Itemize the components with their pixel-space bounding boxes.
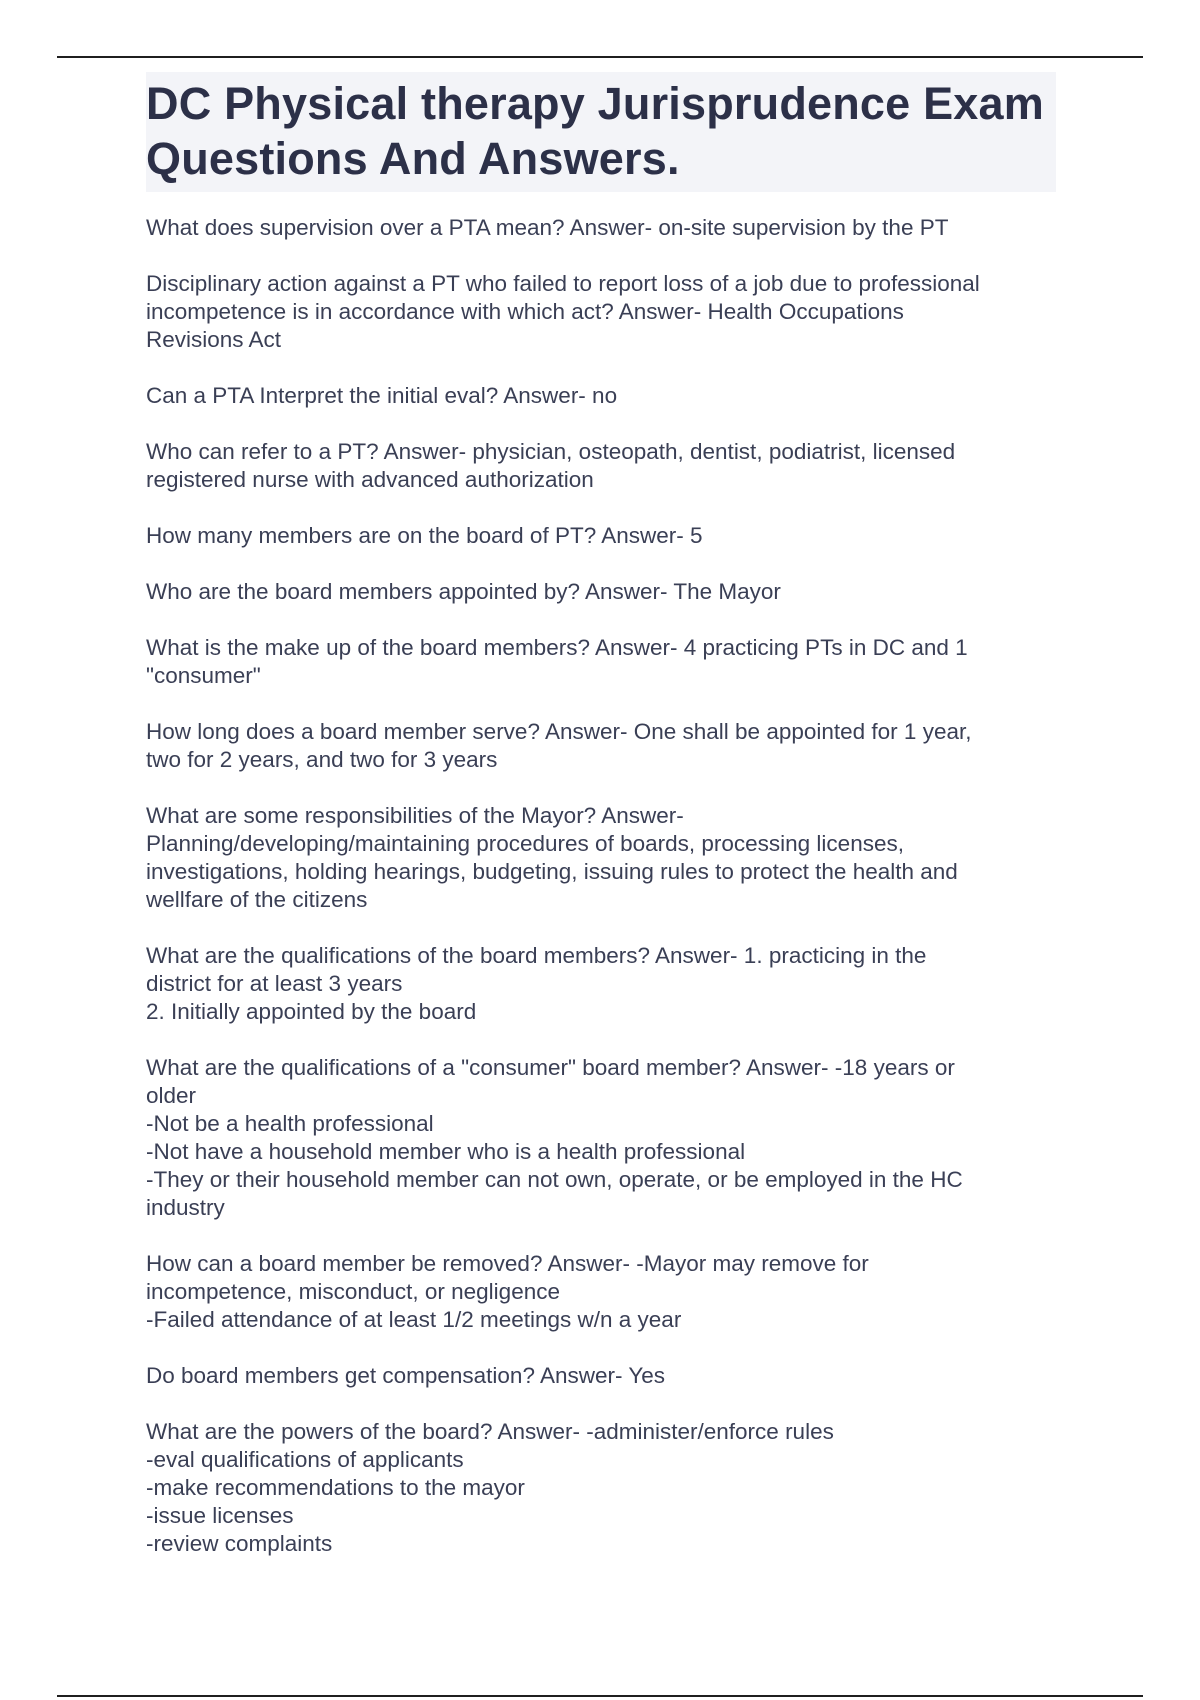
title-block xyxy=(146,72,1056,192)
document-body xyxy=(146,72,1056,1586)
qa-entry: Who can refer to a PT? Answer- physician, osteopath, dentist, podiatrist, licensed registered nurse with advanced authorization xyxy=(146,439,956,492)
qa-entry: What are the qualifications of a "consumer" board member? Answer- -18 years or older -Not be a health professional -Not have a household member who is a health professional -They or their household member can not own, operate, or be employed in the HC industry xyxy=(146,1055,963,1220)
qa-entry: Disciplinary action against a PT who failed to report loss of a job due to professional incompetence is in accordance with which act? Answer- Health Occupations Revisions Act xyxy=(146,271,980,352)
qa-entry: Do board members get compensation? Answer- Yes xyxy=(146,1363,666,1388)
qa-entry: What are the powers of the board? Answer- -administer/enforce rules -eval qualifications of applicants -make recommendations to the mayor -issue licenses -review complaints xyxy=(146,1419,834,1556)
document-title: DC Physical therapy Jurisprudence Exam Questions And Answers. xyxy=(146,78,1044,184)
qa-entry: Can a PTA Interpret the initial eval? Answer- no xyxy=(146,383,618,408)
qa-entry: How many members are on the board of PT? Answer- 5 xyxy=(146,523,703,548)
qa-entry: What is the make up of the board members? Answer- 4 practicing PTs in DC and 1 "consumer" xyxy=(146,635,968,688)
top-rule xyxy=(57,56,1143,58)
bottom-rule xyxy=(57,1695,1143,1697)
qa-entry: What does supervision over a PTA mean? Answer- on-site supervision by the PT xyxy=(146,215,949,240)
qa-entry: Who are the board members appointed by? Answer- The Mayor xyxy=(146,579,781,604)
qa-entry: How long does a board member serve? Answer- One shall be appointed for 1 year, two for 2 years, and two for 3 years xyxy=(146,719,972,772)
qa-entry: How can a board member be removed? Answer- -Mayor may remove for incompetence, misconduct, or negligence -Failed attendance of at least 1/2 meetings w/n a year xyxy=(146,1251,869,1332)
qa-list xyxy=(146,214,1056,1558)
qa-entry: What are the qualifications of the board members? Answer- 1. practicing in the district for at least 3 years 2. Initially appointed by the board xyxy=(146,943,927,1024)
qa-entry: What are some responsibilities of the Mayor? Answer- Planning/developing/maintaining procedures of boards, processing licenses, investigations, holding hearings, budgeting, issuing rules to protect the health and wellfare of the citizens xyxy=(146,803,958,912)
